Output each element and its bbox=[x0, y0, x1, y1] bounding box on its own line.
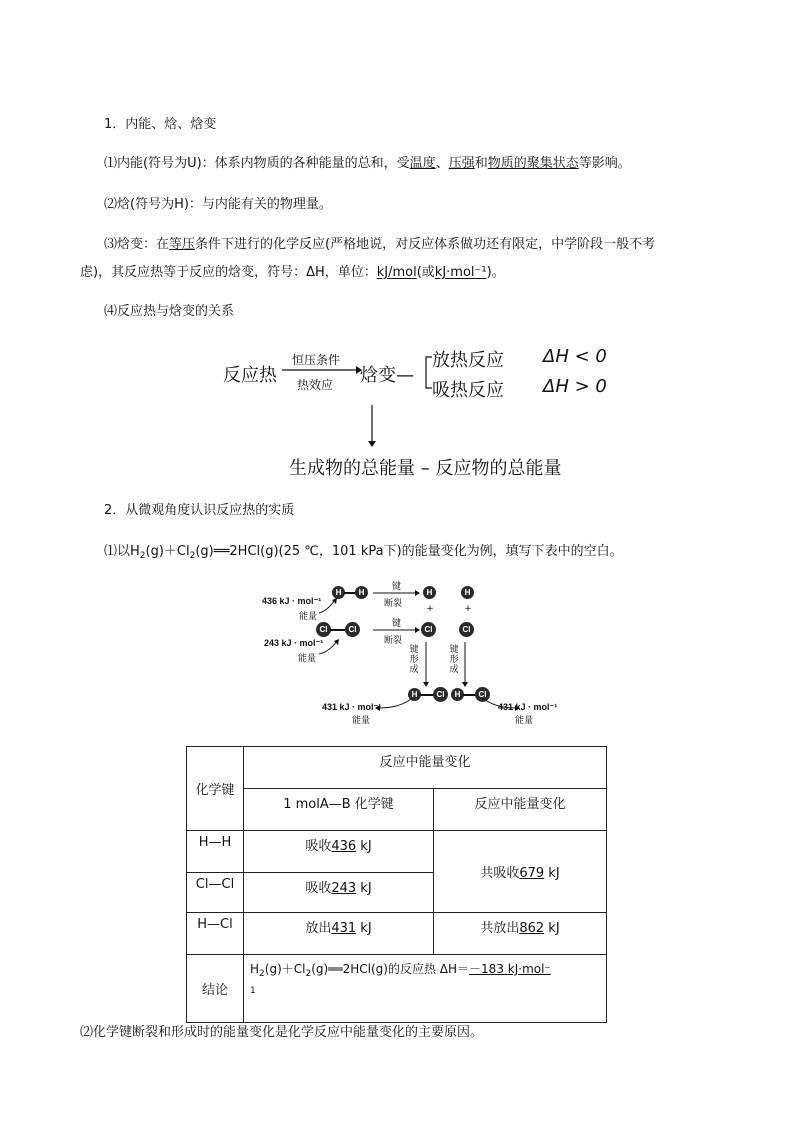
answer-blank: 436 bbox=[331, 839, 357, 854]
subscript: 2 bbox=[259, 969, 265, 979]
form-label bbox=[449, 645, 459, 675]
bond-line bbox=[420, 693, 434, 697]
energy-cell bbox=[244, 913, 434, 955]
answer-blank: 243 bbox=[331, 881, 357, 896]
text: (g)══2HCl(g)的反应热 ΔH＝ bbox=[311, 962, 470, 976]
subscript: 2 bbox=[305, 969, 312, 979]
plus-sign: + bbox=[426, 604, 434, 614]
text: (g)══2HCl(g)(25 ℃，101 kPa下)的能量变化为例，填写下表中的空白。 bbox=[195, 544, 623, 559]
text: )。 bbox=[486, 265, 505, 280]
cl-atom: Cl bbox=[433, 687, 448, 702]
answer-blank: 压强 bbox=[448, 156, 475, 171]
text: 1 bbox=[250, 986, 256, 996]
text: 虑)，其反应热等于反应的焓变，符号：ΔH，单位： bbox=[80, 265, 377, 280]
h-atom: H bbox=[451, 688, 464, 701]
bond-line bbox=[330, 628, 346, 632]
section1-item1 bbox=[104, 155, 631, 173]
energy-cell bbox=[244, 831, 434, 873]
break-label-bottom: 断裂 bbox=[384, 598, 403, 608]
answer-blank: kJ·mol⁻¹ bbox=[434, 265, 487, 280]
text: ⑴以H bbox=[104, 544, 140, 559]
text: 放出 bbox=[305, 921, 332, 936]
energy-difference-label: 生成物的总能量 – 反应物的总能量 bbox=[289, 458, 562, 479]
text: H bbox=[250, 962, 260, 976]
exothermic-label: 放热反应 bbox=[432, 350, 504, 371]
curved-arrow-icon bbox=[317, 597, 339, 615]
text: 和 bbox=[474, 156, 488, 171]
section2-heading: 2．从微观角度认识反应热的实质 bbox=[104, 503, 295, 518]
bond-name: H—Cl bbox=[187, 913, 244, 955]
answer-blank: kJ/mol bbox=[376, 265, 417, 280]
cl-atom: Cl bbox=[459, 622, 474, 637]
cl-atom: Cl bbox=[421, 622, 436, 637]
char: 形 bbox=[409, 655, 419, 665]
char: 成 bbox=[409, 665, 419, 675]
enthalpy-change-label: 焓变— bbox=[360, 365, 414, 386]
answer-blank: 温度 bbox=[409, 156, 436, 171]
section1-heading: 1．内能、焓、焓变 bbox=[104, 117, 217, 132]
text: kJ bbox=[544, 866, 560, 881]
table-row bbox=[187, 955, 607, 1023]
h-atom: H bbox=[461, 586, 474, 599]
text: 、 bbox=[435, 156, 449, 171]
right-arrow-icon bbox=[280, 364, 362, 376]
header-bond: 化学键 bbox=[187, 747, 244, 831]
endothermic-label: 吸热反应 bbox=[432, 380, 504, 401]
break-label-bottom: 断裂 bbox=[384, 635, 403, 645]
answer-blank: 等压 bbox=[169, 237, 196, 252]
subheader-per-mol: 1 molA—B 化学键 bbox=[244, 789, 434, 831]
answer-blank: －183 kJ·mol⁻ bbox=[469, 962, 551, 976]
answer-blank: 物质的聚集状态 bbox=[487, 156, 579, 171]
char: 键 bbox=[449, 645, 459, 655]
answer-blank: 679 bbox=[519, 866, 545, 881]
text: 共吸收 bbox=[480, 866, 520, 881]
hh-bond-energy: 436 kJ · mol⁻¹ bbox=[262, 596, 322, 606]
arrow-top-label: 恒压条件 bbox=[292, 353, 341, 367]
arrow-bottom-label: 热效应 bbox=[297, 378, 334, 392]
conclusion-cell bbox=[244, 955, 607, 1023]
endothermic-condition: ΔH > 0 bbox=[543, 376, 607, 397]
section1-item3-line2 bbox=[80, 264, 505, 282]
text: ⑶焓变：在 bbox=[104, 237, 170, 252]
section1-item2: ⑵焓(符号为H)：与内能有关的物理量。 bbox=[104, 197, 332, 212]
form-label bbox=[409, 645, 419, 675]
text: (g)＋Cl bbox=[264, 962, 306, 976]
text: 吸收 bbox=[305, 839, 332, 854]
hcl-bond-energy: 431 kJ · mol⁻¹ bbox=[498, 702, 558, 712]
h-atom: H bbox=[332, 586, 345, 599]
char: 成 bbox=[449, 665, 459, 675]
clcl-bond-energy: 243 kJ · mol⁻¹ bbox=[264, 638, 324, 648]
exothermic-condition: ΔH < 0 bbox=[543, 346, 607, 367]
energy-cell bbox=[244, 873, 434, 913]
text: kJ bbox=[544, 921, 560, 936]
break-label-top: 键 bbox=[392, 618, 402, 628]
text: 共放出 bbox=[480, 921, 520, 936]
h-atom: H bbox=[423, 586, 436, 599]
text: 吸收 bbox=[305, 881, 332, 896]
cl-atom: Cl bbox=[316, 622, 331, 637]
energy-label: 能量 bbox=[299, 611, 318, 621]
section2-item1 bbox=[104, 543, 623, 561]
answer-blank: 431 bbox=[331, 921, 357, 936]
char: 形 bbox=[449, 655, 459, 665]
subheader-energy-change: 反应中能量变化 bbox=[434, 789, 607, 831]
down-arrow-icon bbox=[461, 642, 469, 688]
text: kJ bbox=[356, 881, 372, 896]
energy-label: 能量 bbox=[298, 653, 317, 663]
text: ⑴内能(符号为U)：体系内物质的各种能量的总和，受 bbox=[104, 156, 410, 171]
header-energy-change: 反应中能量变化 bbox=[244, 747, 607, 789]
reaction-heat-label: 反应热 bbox=[223, 365, 277, 386]
bond-name: H—H bbox=[187, 831, 244, 873]
text: kJ bbox=[356, 921, 372, 936]
text: kJ bbox=[356, 839, 372, 854]
answer-blank: 862 bbox=[519, 921, 545, 936]
down-arrow-icon bbox=[422, 642, 430, 688]
energy-label: 能量 bbox=[515, 715, 534, 725]
total-release-cell bbox=[434, 913, 607, 955]
h-atom: H bbox=[408, 688, 421, 701]
section1-item3-line1 bbox=[104, 236, 655, 254]
cl-atom: Cl bbox=[345, 622, 360, 637]
text: (或 bbox=[416, 265, 435, 280]
section2-item2: ⑵化学键断裂和形成时的能量变化是化学反应中能量变化的主要原因。 bbox=[80, 1025, 484, 1040]
plus-sign: + bbox=[464, 604, 472, 614]
section1-item4: ⑷反应热与焓变的关系 bbox=[104, 304, 235, 319]
text: 等影响。 bbox=[578, 156, 631, 171]
subscript: 2 bbox=[189, 551, 196, 561]
char: 键 bbox=[409, 645, 419, 655]
table-row bbox=[187, 913, 607, 955]
energy-change-table bbox=[186, 746, 607, 1023]
conclusion-label: 结论 bbox=[187, 955, 244, 1023]
table-row bbox=[187, 831, 607, 873]
h-atom: H bbox=[355, 586, 368, 599]
curved-arrow-icon bbox=[317, 638, 341, 656]
energy-label: 能量 bbox=[352, 715, 371, 725]
text: 条件下进行的化学反应(严格地说，对反应体系做功还有限定，中学阶段一般不考 bbox=[195, 237, 656, 252]
subscript: 2 bbox=[139, 551, 146, 561]
text: (g)＋Cl bbox=[145, 544, 190, 559]
total-absorb-cell bbox=[434, 831, 607, 913]
down-arrow-icon bbox=[366, 404, 378, 448]
bond-name: Cl—Cl bbox=[187, 873, 244, 913]
break-label-top: 键 bbox=[392, 581, 402, 591]
cl-atom: Cl bbox=[475, 687, 490, 702]
hcl-bond-energy: 431 kJ · mol⁻¹ bbox=[322, 702, 382, 712]
